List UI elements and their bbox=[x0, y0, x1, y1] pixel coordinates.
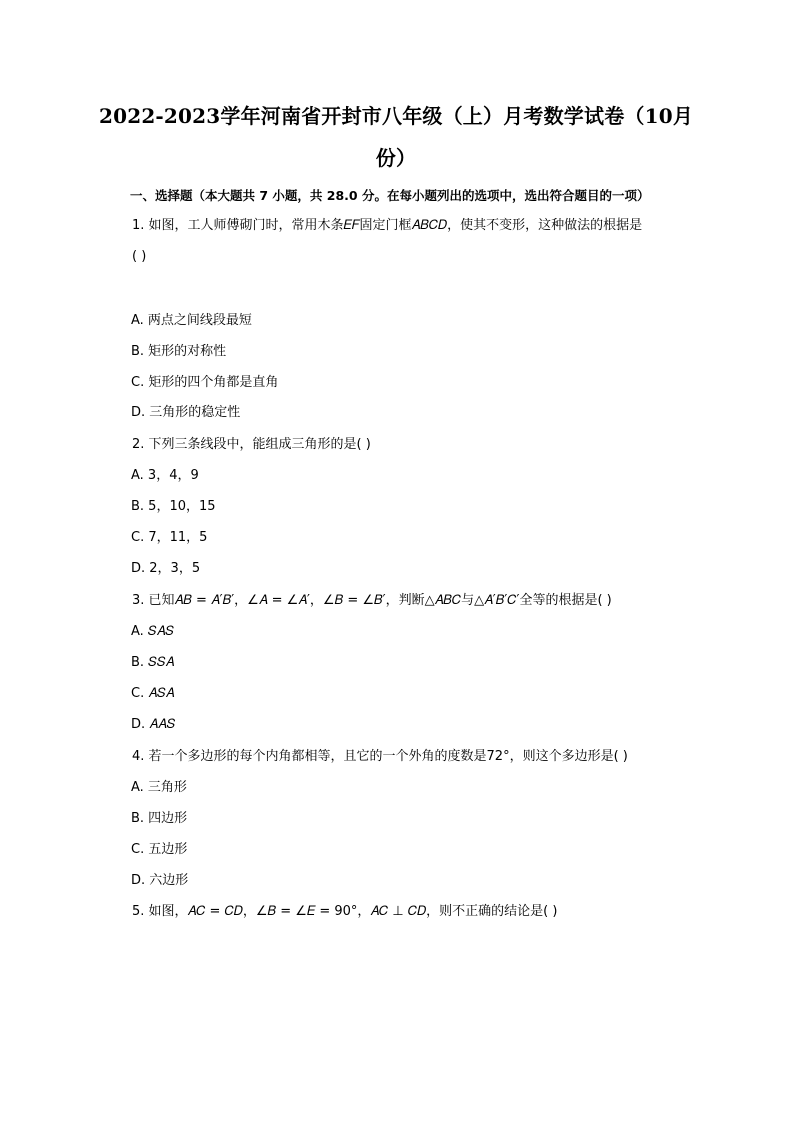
question-2-stem: 2. 下列三条线段中，能组成三角形的是( ) bbox=[132, 437, 371, 452]
question-3-stem: 3. 已知𝐴𝐵 = 𝐴′𝐵′，∠𝐴 = ∠𝐴′，∠𝐵 = ∠𝐵′，判断△𝐴𝐵𝐶与△𝐴′𝐵′𝐶′全等的根据是( ) bbox=[132, 593, 612, 608]
exam-title-line-2: 份） bbox=[375, 146, 417, 170]
question-1-option-c: C. 矩形的四个角都是直角 bbox=[131, 375, 279, 390]
question-4-stem: 4. 若一个多边形的每个内角都相等，且它的一个外角的度数是72°，则这个多边形是( ) bbox=[132, 749, 628, 764]
question-4-option-a: A. 三角形 bbox=[131, 780, 187, 795]
question-1-stem: 1. 如图，工人师傅砌门时，常用木条𝐸𝐹固定门框𝐴𝐵𝐶𝐷，使其不变形，这种做法的根据是 bbox=[132, 218, 643, 233]
question-5-stem: 5. 如图，𝐴𝐶 = 𝐶𝐷，∠𝐵 = ∠𝐸 = 90°，𝐴𝐶 ⊥ 𝐶𝐷，则不正确的结论是( ) bbox=[132, 904, 558, 919]
question-3-option-c: C. 𝐴𝑆𝐴 bbox=[131, 686, 175, 701]
question-2-option-a: A. 3，4，9 bbox=[131, 468, 199, 483]
question-1-option-d: D. 三角形的稳定性 bbox=[131, 405, 241, 420]
question-1-option-a: A. 两点之间线段最短 bbox=[131, 313, 252, 328]
question-4-option-d: D. 六边形 bbox=[131, 873, 189, 888]
question-2-option-b: B. 5，10，15 bbox=[131, 499, 216, 514]
question-4-option-c: C. 五边形 bbox=[131, 842, 188, 857]
section-heading: 一、选择题（本大题共 7 小题，共 28.0 分。在每小题列出的选项中，选出符合题目的一项） bbox=[130, 188, 650, 203]
question-3-option-d: D. 𝐴𝐴𝑆 bbox=[131, 717, 176, 732]
question-1-stem-continued: ( ) bbox=[132, 249, 147, 264]
exam-title-line-1: 2022-2023学年河南省开封市八年级（上）月考数学试卷（10月 bbox=[98, 104, 694, 128]
question-2-option-c: C. 7，11，5 bbox=[131, 530, 208, 545]
question-3-option-b: B. 𝑆𝑆𝐴 bbox=[131, 655, 175, 670]
question-2-option-d: D. 2，3，5 bbox=[131, 561, 201, 576]
question-4-option-b: B. 四边形 bbox=[131, 811, 188, 826]
question-3-option-a: A. 𝑆𝐴𝑆 bbox=[131, 624, 174, 639]
question-1-option-b: B. 矩形的对称性 bbox=[131, 344, 227, 359]
